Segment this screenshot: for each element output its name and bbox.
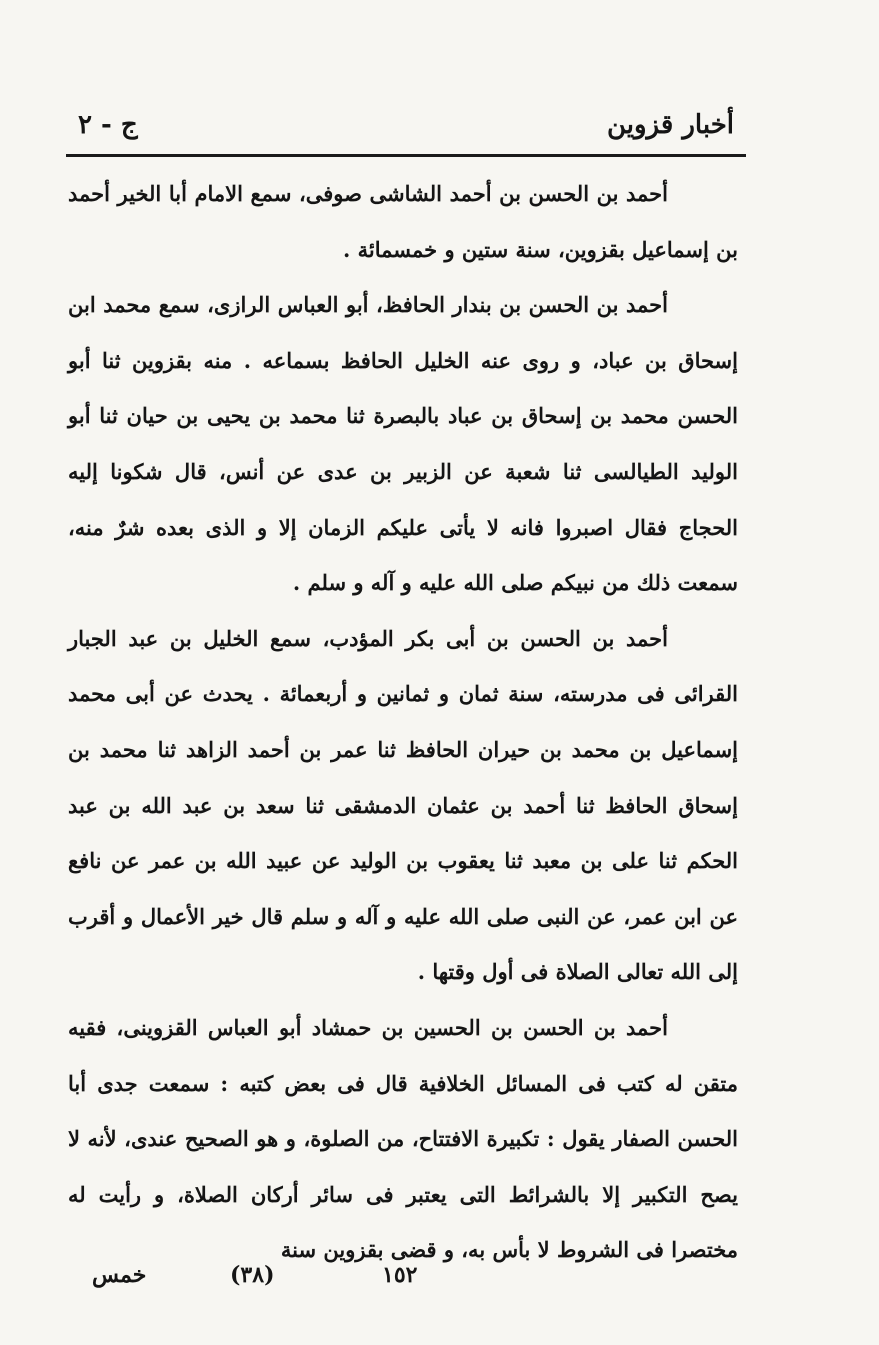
catchword: خمس (92, 1262, 147, 1288)
entry-paragraph: أحمد بن الحسن بن أبى بكر المؤدب، سمع الخليل بن عبد الجبار القرائى فى مدرسته، سنة ثمان و ثمانين و أربعمائة . يحدث عن أبى محمد إسماعيل بن محمد بن حيران الحافظ ثنا عمر بن أحمد الزاهد ثنا محمد بن إسحاق الحافظ ثنا أحمد بن عثمان الدمشقى ثنا سعد بن عبد الله بن عبد الحكم ثنا على بن معبد ثنا يعقوب بن الوليد عن عبيد الله بن عمر عن نافع عن ابن عمر، عن النبى صلى الله عليه و آله و سلم قال خير الأعمال و أقرب إلى الله تعالى الصلاة فى أول وقتها . (68, 625, 738, 985)
page-number: ١٥٢ (382, 1262, 418, 1288)
running-header (78, 104, 740, 156)
book-title: أخبار قزوين (606, 110, 734, 140)
header-divider (66, 154, 746, 157)
signature-number: (٣٨) (230, 1262, 275, 1288)
main-text (68, 166, 738, 1278)
entry-paragraph: أحمد بن الحسن بن أحمد الشاشى صوفى، سمع الامام أبا الخير أحمد بن إسماعيل بقزوين، سنة ستين و خمسمائة . (68, 181, 738, 262)
volume-label: ج - ٢ (78, 110, 138, 140)
page-footer (92, 1262, 452, 1302)
entry-paragraph: أحمد بن الحسن بن بندار الحافظ، أبو العباس الرازى، سمع محمد ابن إسحاق بن عباد، و روى عنه الخليل الحافظ بسماعه . منه بقزوين ثنا أبو الحسن محمد بن إسحاق بن عباد بالبصرة ثنا محمد بن يحيى بن حيان ثنا أبو الوليد الطيالسى ثنا شعبة عن الزبير بن عدى عن أنس، قال شكونا إليه الحجاج فقال اصبروا فانه لا يأتى عليكم الزمان إلا و الذى بعده شرٌ منه، سمعت ذلك من نبيكم صلى الله عليه و آله و سلم . (68, 292, 738, 596)
entry-paragraph: أحمد بن الحسن بن الحسين بن حمشاد أبو العباس القزوينى، فقيه متقن له كتب فى المسائل الخلافية قال فى بعض كتبه : سمعت جدى أبا الحسن الصفار يقول : تكبيرة الافتتاح، من الصلوة، و هو الصحيح عندى، لأنه لا يصح التكبير إلا بالشرائط التى يعتبر فى سائر أركان الصلاة، و رأيت له مختصرا فى الشروط لا بأس به، و قضى بقزوين سنة (68, 1014, 738, 1263)
